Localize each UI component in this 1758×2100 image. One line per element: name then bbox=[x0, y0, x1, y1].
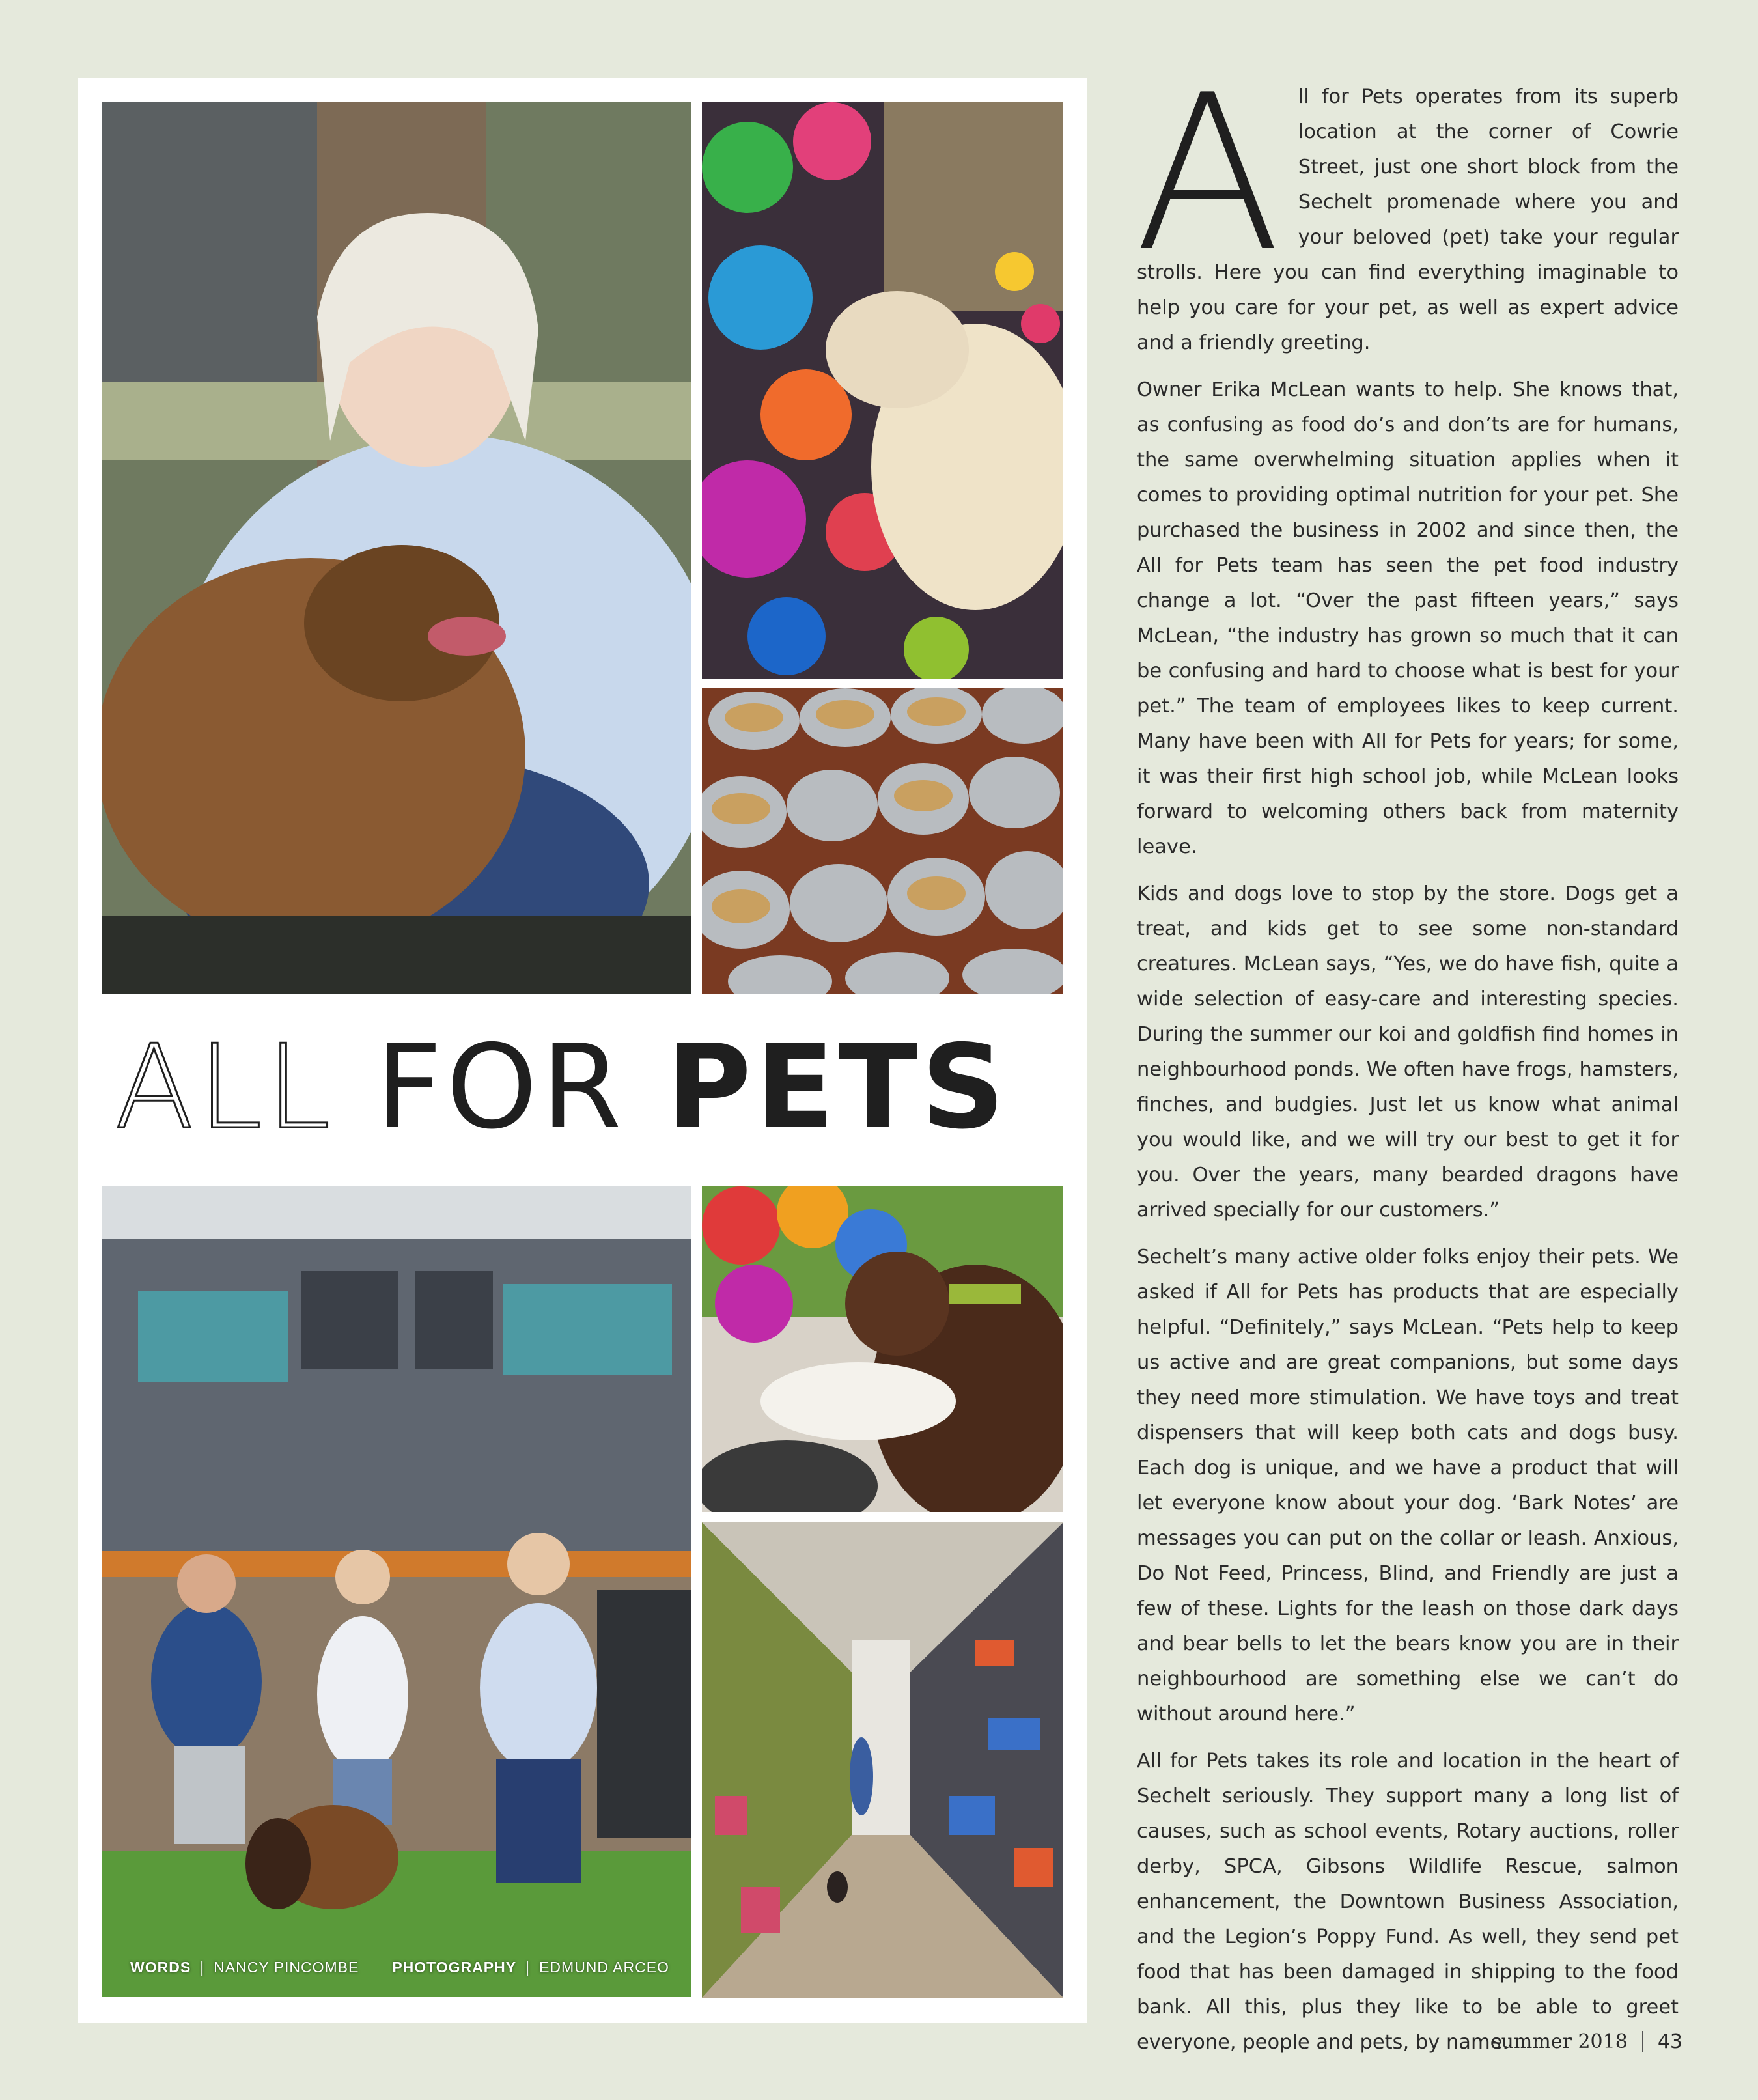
article-paragraph-5: All for Pets takes its role and location in the heart of Sechelt seriously. They support many a long list of causes, such as school events, Rotary auctions, roller derby, SPCA, Gibsons Wildlife Rescue, salmon enhancement, the Downtown Business Association, and the Legion’s Poppy Fund. As well, they send pet food that has been damaged in shipping to the food bank. All this, plus they like to be able to greet everyone, people and pets, by name. bbox=[1137, 1750, 1679, 2054]
headline-word-for: FOR bbox=[375, 1020, 626, 1155]
photo-storefront-group bbox=[102, 1186, 691, 1997]
article-paragraph-3: Kids and dogs love to stop by the store. Dogs get a treat, and kids get to see some non-standard creatures. McLean says, “Yes, we do have fish, quite a wide selection of easy-care and interesting species. During the summer our koi and goldfish find homes in neighbourhood ponds. We often have frogs, hamsters, finches, and budgies. Just let us know what animal you would like, and we will try our best to get it for you. Over the years, many bearded dragons have arrived specially for our customers.” bbox=[1137, 882, 1679, 1222]
article-paragraph-1 bbox=[1134, 49, 1679, 361]
article-body bbox=[1134, 49, 1679, 2072]
page-number: 43 bbox=[1657, 2030, 1682, 2053]
page-footer bbox=[1491, 2030, 1682, 2053]
article-paragraph-2: Owner Erika McLean wants to help. She knows that, as confusing as food do’s and don’ts are for humans, the same overwhelming situation applies when it comes to providing optimal nutrition for your pet. She purchased the business in 2002 and since then, the All for Pets team has seen the pet food industry change a lot. “Over the past fifteen years,” says McLean, “the industry has grown so much that it can be confusing and hard to choose what is best for your pet.” The team of employees likes to keep current. Many have been with All for Pets for years; for some, it was their first high school job, while McLean looks forward to welcoming others back from maternity leave. bbox=[1137, 378, 1679, 858]
photo-owner-with-dog bbox=[102, 102, 691, 994]
photo-credits: WORDS | NANCY PINCOMBE PHOTOGRAPHY | EDMUND ARCEO bbox=[130, 1959, 669, 1976]
headline-word-pets: PETS bbox=[666, 1020, 1009, 1155]
headline-word-all: ALL bbox=[115, 1020, 335, 1155]
photo-store-aisle bbox=[702, 1522, 1063, 1998]
credit-words-author: NANCY PINCOMBE bbox=[214, 1959, 359, 1976]
footer-divider bbox=[1642, 2031, 1643, 2052]
credit-photography-author: EDMUND ARCEO bbox=[539, 1959, 669, 1976]
article-paragraph-4: Sechelt’s many active older folks enjoy their pets. We asked if All for Pets has products that are especially helpful. “Definitely,” says McLean. “Pets help to keep us active and are great companions, but some days they need more stimulation. We have toys and treat dispensers that will keep both cats and dogs busy. Each dog is unique, and we have a product that will let everyone know about your dog. ‘Bark Notes’ are messages you can put on the collar or leash. Anxious, Do Not Feed, Princess, Blind, and Friendly are just a few of these. Lights for the leash on those dark days and bear bells to let the bears know you are in their neighbourhood are something else we can’t do without around here.” bbox=[1137, 1246, 1679, 1726]
photo-puppy-bowl bbox=[702, 1186, 1063, 1512]
article-headline bbox=[115, 1022, 1052, 1153]
drop-cap: A bbox=[1134, 49, 1281, 299]
photo-dog-toys bbox=[702, 102, 1063, 679]
credit-photography-label: PHOTOGRAPHY bbox=[392, 1959, 517, 1976]
credit-words-label: WORDS bbox=[130, 1959, 191, 1976]
issue-season: summer 2018 bbox=[1491, 2030, 1628, 2053]
photo-bulk-bins bbox=[702, 688, 1063, 994]
paragraph-1-text: ll for Pets operates from its superb location at the corner of Cowrie Street, just one short block from the Sechelt promenade where you and your beloved (pet) take your regular strolls. Here you can find everything imaginable to help you care for your pet, as well as expert advice and a friendly greeting. bbox=[1137, 85, 1679, 354]
